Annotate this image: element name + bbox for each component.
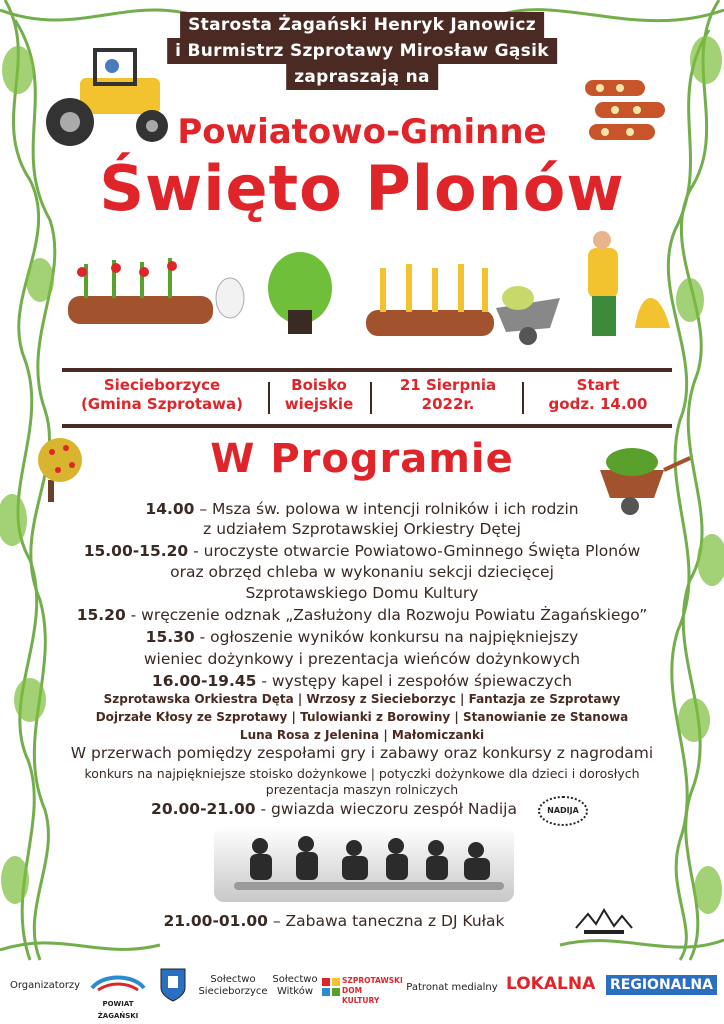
dance-text: – Zabawa taneczna z DJ Kułak bbox=[267, 912, 505, 930]
patronat-label: Patronat medialny bbox=[406, 982, 498, 993]
solectwo-siecieborzyce bbox=[198, 974, 268, 998]
place-name: Siecieborzyce bbox=[103, 376, 221, 394]
program-item bbox=[0, 584, 724, 602]
program-time: 15.20 bbox=[76, 606, 126, 624]
solectwo-name: Siecieborzyce bbox=[198, 986, 268, 997]
bands-line-1: Szprotawska Orkiestra Dęta | Wrzosy z Siecieborzyc | Fantazja ze Szprotawy bbox=[103, 692, 621, 706]
star-line bbox=[0, 800, 696, 818]
title-line-2: Święto Plonów bbox=[99, 152, 625, 225]
breaks-line: W przerwach pomiędzy zespołami gry i zabawy oraz konkursy z nagrodami bbox=[70, 744, 654, 762]
program-text: - ogłoszenie wyników konkursu na najpiękniejszy bbox=[194, 628, 579, 646]
program-item bbox=[0, 628, 724, 646]
nadija-logo bbox=[538, 796, 588, 826]
venue-line-1: Boisko bbox=[291, 376, 347, 394]
info-divider bbox=[370, 382, 372, 414]
coat-of-arms-icon bbox=[160, 968, 186, 1002]
program-text: - uroczyste otwarcie Powiatowo-Gminnego Święta Plonów bbox=[188, 542, 641, 560]
header-line-2: i Burmistrz Szprotawy Mirosław Gąsik bbox=[167, 38, 557, 64]
dance-time: 21.00-01.00 bbox=[163, 912, 268, 930]
start-line-2: godz. 14.00 bbox=[548, 395, 648, 413]
event-start bbox=[530, 376, 666, 414]
nadija-logo-text: NADIJA bbox=[547, 806, 579, 815]
organizers-label: Organizatorzy bbox=[10, 980, 81, 991]
dj-logo-icon bbox=[574, 906, 634, 936]
program-item bbox=[0, 563, 724, 581]
program-item bbox=[0, 500, 724, 518]
program-time: 15.00-15.20 bbox=[83, 542, 189, 560]
program-text: wieniec dożynkowy i prezentacja wieńców dożynkowych bbox=[143, 650, 581, 668]
field-illustration bbox=[40, 228, 700, 358]
program-item bbox=[0, 520, 724, 538]
solectwo-witkow bbox=[268, 974, 322, 998]
program-text: - występy kapel i zespołów śpiewaczych bbox=[256, 672, 573, 690]
star-time: 20.00-21.00 bbox=[151, 800, 256, 818]
info-divider bbox=[268, 382, 270, 414]
program-text: – Msza św. polowa w intencji rolników i ich rodzin bbox=[194, 500, 579, 518]
place-gmina: (Gmina Szprotawa) bbox=[80, 395, 244, 413]
info-divider bbox=[522, 382, 524, 414]
program-text: - wręczenie odznak „Zasłużony dla Rozwoju Powiatu Żagańskiego” bbox=[125, 606, 648, 624]
sdk-line-1: SZPROTAWSKI bbox=[342, 976, 403, 985]
bands-line-3: Luna Rosa z Jelenina | Małomiczanki bbox=[239, 728, 485, 742]
sdk-logo-icon bbox=[322, 978, 340, 996]
regionalna-logo: REGIONALNA bbox=[606, 975, 717, 995]
program-title: W Programie bbox=[210, 436, 514, 482]
header-line-1: Starosta Żagański Henryk Janowicz bbox=[180, 12, 544, 38]
footer bbox=[0, 962, 724, 1024]
venue-line-2: wiejskie bbox=[284, 395, 354, 413]
program-time: 16.00-19.45 bbox=[151, 672, 257, 690]
program-item bbox=[0, 542, 724, 560]
sdk-line-2: DOM KULTURY bbox=[342, 986, 380, 1005]
band-photo bbox=[214, 826, 514, 902]
program-time: 14.00 bbox=[145, 500, 195, 518]
contests-line: konkurs na najpiękniejsze stoisko dożynkowe | potyczki dożynkowe dla dzieci i dorosłych bbox=[84, 766, 640, 781]
date-line-2: 2022r. bbox=[421, 395, 475, 413]
solectwo-name: Witków bbox=[276, 986, 314, 997]
solectwo-label: Sołectwo bbox=[272, 974, 318, 985]
program-text: Szprotawskiego Domu Kultury bbox=[245, 584, 479, 602]
machines-line: prezentacja maszyn rolniczych bbox=[265, 782, 459, 797]
event-venue bbox=[274, 376, 364, 414]
program-text: z udziałem Szprotawskiej Orkiestry Dętej bbox=[203, 520, 521, 538]
sdk-logo-text bbox=[342, 976, 403, 1006]
program-item bbox=[0, 650, 724, 668]
start-line-1: Start bbox=[576, 376, 620, 394]
star-text: - gwiazda wieczoru zespół Nadija bbox=[255, 800, 517, 818]
lokalna-logo: LOKALNA bbox=[506, 974, 596, 994]
program-text: oraz obrzęd chleba w wykonaniu sekcji dziecięcej bbox=[170, 563, 554, 581]
powiat-logo-icon bbox=[88, 970, 148, 994]
event-info-bar bbox=[62, 368, 672, 428]
event-date bbox=[378, 376, 518, 414]
title-line-1: Powiatowo-Gminne bbox=[177, 112, 547, 152]
solectwo-label: Sołectwo bbox=[210, 974, 256, 985]
powiat-logo-text: POWIAT ŻAGAŃSKI bbox=[97, 1000, 139, 1020]
program-time: 15.30 bbox=[145, 628, 195, 646]
powiat-logo bbox=[88, 970, 148, 1020]
date-line-1: 21 Sierpnia bbox=[399, 376, 497, 394]
program-item bbox=[0, 672, 724, 690]
event-place bbox=[62, 376, 262, 414]
program-item bbox=[0, 606, 724, 624]
bands-line-2: Dojrzałe Kłosy ze Szprotawy | Tulowianki z Borowiny | Stanowianie ze Stanowa bbox=[95, 710, 629, 724]
header-line-3: zapraszają na bbox=[286, 64, 438, 90]
